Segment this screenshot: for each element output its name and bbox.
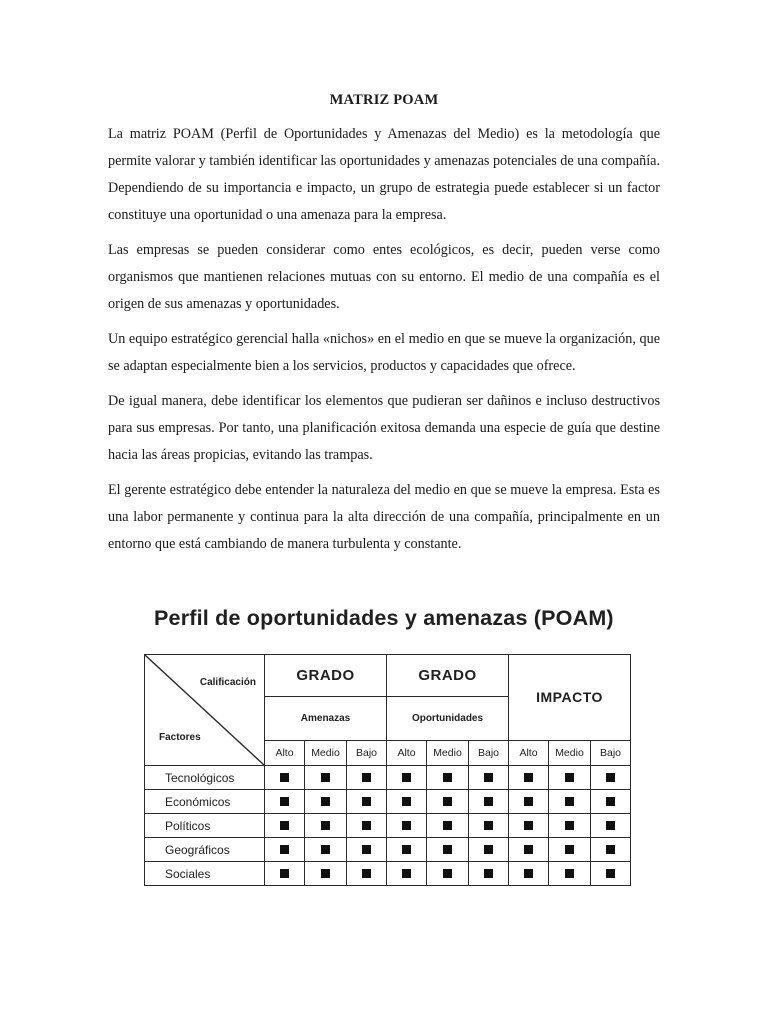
- black-square-icon: [402, 821, 411, 830]
- black-square-icon: [362, 869, 371, 878]
- black-square-icon: [280, 773, 289, 782]
- black-square-icon: [524, 845, 533, 854]
- black-square-icon: [443, 773, 452, 782]
- factor-label: Tecnológicos: [145, 766, 265, 790]
- rating-cell: [509, 766, 549, 790]
- level-header: Bajo: [469, 740, 509, 765]
- oportunidades-subheader: Oportunidades: [387, 696, 509, 740]
- black-square-icon: [565, 869, 574, 878]
- black-square-icon: [280, 797, 289, 806]
- rating-cell: [549, 814, 591, 838]
- poam-matrix-table: [144, 654, 631, 886]
- rating-cell: [509, 790, 549, 814]
- rating-cell: [387, 838, 427, 862]
- black-square-icon: [402, 869, 411, 878]
- calificacion-label: Calificación: [199, 677, 256, 688]
- black-square-icon: [362, 797, 371, 806]
- level-header: Alto: [265, 740, 305, 765]
- black-square-icon: [606, 797, 615, 806]
- rating-cell: [387, 766, 427, 790]
- black-square-icon: [280, 821, 289, 830]
- rating-cell: [591, 814, 631, 838]
- rating-cell: [549, 766, 591, 790]
- rating-cell: [549, 790, 591, 814]
- paragraph-1: La matriz POAM (Perfil de Oportunidades y Amenazas del Medio) es la metodología que permite valorar y también identificar las oportunidades y amenazas potenciales de una compañía. Dependiendo de su importancia e impacto, un grupo de estrategia puede establecer si un factor constituye una oportunidad o una amenaza para la empresa.: [108, 126, 660, 223]
- figure-title: Perfil de oportunidades y amenazas (POAM): [154, 606, 614, 630]
- rating-cell: [427, 766, 469, 790]
- black-square-icon: [362, 821, 371, 830]
- rating-cell: [387, 862, 427, 886]
- black-square-icon: [280, 869, 289, 878]
- rating-cell: [509, 814, 549, 838]
- rating-cell: [469, 838, 509, 862]
- rating-cell: [591, 790, 631, 814]
- black-square-icon: [321, 773, 330, 782]
- rating-cell: [265, 766, 305, 790]
- diagonal-divider: [145, 655, 264, 765]
- factor-label: Económicos: [145, 790, 265, 814]
- rating-cell: [265, 838, 305, 862]
- black-square-icon: [484, 773, 493, 782]
- black-square-icon: [524, 797, 533, 806]
- factores-label: Factores: [159, 732, 201, 743]
- rating-cell: [347, 814, 387, 838]
- black-square-icon: [321, 821, 330, 830]
- black-square-icon: [606, 773, 615, 782]
- factor-row: [145, 766, 631, 790]
- black-square-icon: [402, 773, 411, 782]
- rating-cell: [347, 766, 387, 790]
- factor-rows: [145, 766, 631, 886]
- black-square-icon: [606, 869, 615, 878]
- factor-label: Políticos: [145, 814, 265, 838]
- rating-cell: [305, 814, 347, 838]
- black-square-icon: [402, 797, 411, 806]
- rating-cell: [469, 766, 509, 790]
- rating-cell: [305, 766, 347, 790]
- black-square-icon: [565, 821, 574, 830]
- black-square-icon: [565, 845, 574, 854]
- rating-cell: [387, 790, 427, 814]
- black-square-icon: [362, 773, 371, 782]
- rating-cell: [469, 790, 509, 814]
- black-square-icon: [524, 821, 533, 830]
- factor-row: [145, 814, 631, 838]
- black-square-icon: [484, 869, 493, 878]
- rating-cell: [427, 838, 469, 862]
- black-square-icon: [321, 869, 330, 878]
- corner-header-cell: [145, 655, 265, 766]
- black-square-icon: [443, 869, 452, 878]
- black-square-icon: [443, 821, 452, 830]
- document-title: MATRIZ POAM: [329, 92, 439, 108]
- paragraph-5: El gerente estratégico debe entender la naturaleza del medio en que se mueve la empresa. Esta es una labor permanente y continua para la alta dirección de una compañía, principalmente en un entorno que está cambiando de manera turbulenta y constante.: [108, 482, 660, 552]
- rating-cell: [265, 814, 305, 838]
- rating-cell: [469, 814, 509, 838]
- black-square-icon: [524, 869, 533, 878]
- grado-oportunidades-header: GRADO: [387, 655, 509, 697]
- document-page: [108, 92, 660, 566]
- rating-cell: [427, 814, 469, 838]
- rating-cell: [305, 838, 347, 862]
- paragraph-2: Las empresas se pueden considerar como entes ecológicos, es decir, pueden verse como organismos que mantienen relaciones mutuas con su entorno. El medio de una compañía es el origen de sus amenazas y oportunidades.: [108, 242, 660, 312]
- black-square-icon: [606, 821, 615, 830]
- rating-cell: [591, 838, 631, 862]
- rating-cell: [549, 862, 591, 886]
- rating-cell: [305, 790, 347, 814]
- black-square-icon: [443, 845, 452, 854]
- factor-label: Sociales: [145, 862, 265, 886]
- level-header: Alto: [509, 740, 549, 765]
- factor-row: [145, 790, 631, 814]
- rating-cell: [591, 862, 631, 886]
- level-header: Alto: [387, 740, 427, 765]
- factor-row: [145, 838, 631, 862]
- black-square-icon: [484, 797, 493, 806]
- black-square-icon: [524, 773, 533, 782]
- level-header: Medio: [305, 740, 347, 765]
- factor-row: [145, 862, 631, 886]
- paragraph-3: Un equipo estratégico gerencial halla «nichos» en el medio en que se mueve la organización, que se adaptan especialmente bien a los servicios, productos y capacidades que ofrece.: [108, 331, 660, 374]
- level-header: Medio: [549, 740, 591, 765]
- rating-cell: [387, 814, 427, 838]
- rating-cell: [265, 862, 305, 886]
- level-header: Bajo: [347, 740, 387, 765]
- rating-cell: [509, 838, 549, 862]
- black-square-icon: [280, 845, 289, 854]
- level-header: Medio: [427, 740, 469, 765]
- black-square-icon: [443, 797, 452, 806]
- black-square-icon: [321, 845, 330, 854]
- black-square-icon: [362, 845, 371, 854]
- rating-cell: [305, 862, 347, 886]
- rating-cell: [469, 862, 509, 886]
- rating-cell: [549, 838, 591, 862]
- poam-figure: [144, 606, 632, 896]
- black-square-icon: [484, 845, 493, 854]
- rating-cell: [509, 862, 549, 886]
- black-square-icon: [565, 773, 574, 782]
- rating-cell: [265, 790, 305, 814]
- rating-cell: [591, 766, 631, 790]
- impacto-header: IMPACTO: [509, 655, 631, 741]
- rating-cell: [427, 790, 469, 814]
- black-square-icon: [606, 845, 615, 854]
- factor-label: Geográficos: [145, 838, 265, 862]
- grado-amenazas-header: GRADO: [265, 655, 387, 697]
- rating-cell: [347, 862, 387, 886]
- rating-cell: [427, 862, 469, 886]
- level-header: Bajo: [591, 740, 631, 765]
- rating-cell: [347, 790, 387, 814]
- black-square-icon: [565, 797, 574, 806]
- paragraph-4: De igual manera, debe identificar los elementos que pudieran ser dañinos e incluso destructivos para sus empresas. Por tanto, una planificación exitosa demanda una especie de guía que destine hacia las áreas propicias, evitando las trampas.: [108, 393, 660, 463]
- black-square-icon: [402, 845, 411, 854]
- amenazas-subheader: Amenazas: [265, 696, 387, 740]
- rating-cell: [347, 838, 387, 862]
- black-square-icon: [484, 821, 493, 830]
- black-square-icon: [321, 797, 330, 806]
